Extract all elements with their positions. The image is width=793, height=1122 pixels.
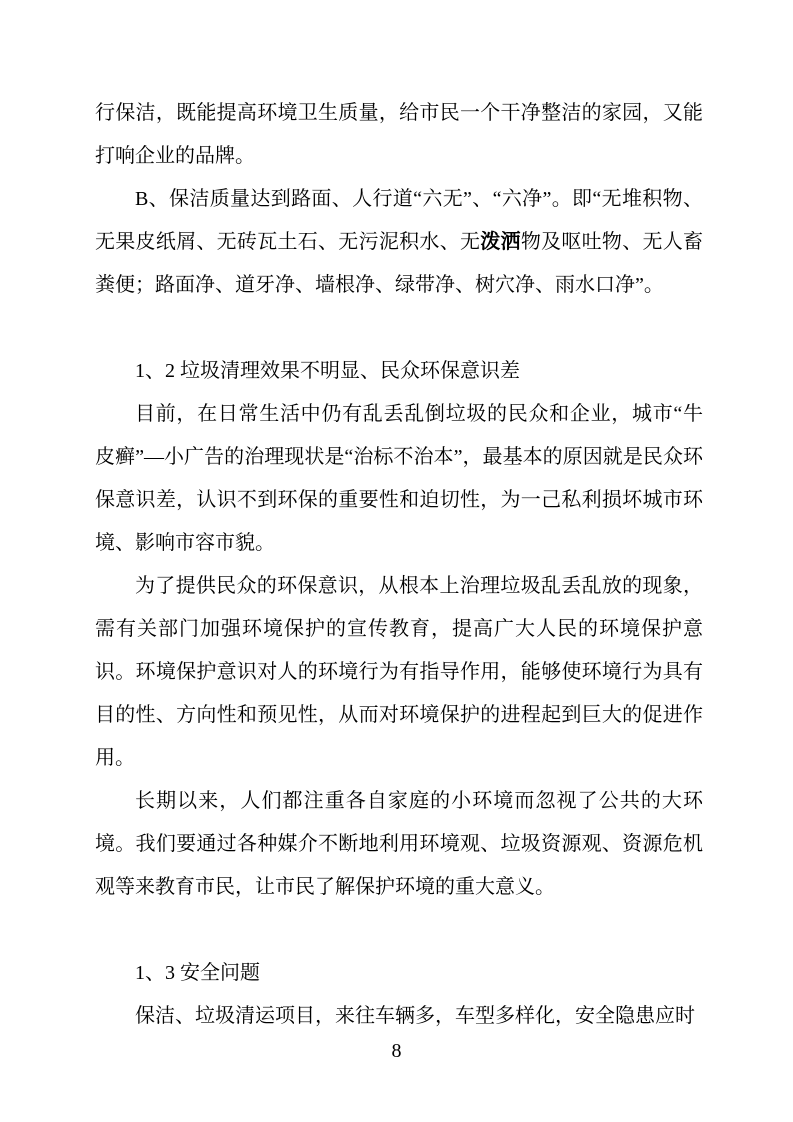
paragraph-safety-intro: 保洁、垃圾清运项目，来往车辆多，车型多样化，安全隐患应时 <box>135 1005 695 1027</box>
paragraph-long-term: 长期以来，人们都注重各自家庭的小环境而忽视了公共的大环境。我们要通过各种媒介不断地利用环境观、垃圾资源观、资源危机观等来教育市民，让市民了解保护环境的重大意义。 <box>95 790 703 898</box>
section-heading-1-3: 1、3 安全问题 <box>135 962 260 984</box>
paragraph-education: 为了提供民众的环保意识，从根本上治理垃圾乱丢乱放的现象，需有关部门加强环境保护的宣传教育，提高广大人民的环境保护意识。环境保护意识对人的环境行为有指导作用，能够使环境行为具有目的性、方向性和预见性，从而对环境保护的进程起到巨大的促进作用。 <box>95 575 703 769</box>
paragraph-quality-standards-pre: B、保洁质量达到路面、人行道“六无”、“六净”。即“无堆积物、无果皮纸屑、无砖瓦土石、无污泥积水、无 <box>95 188 703 253</box>
section-heading-1-2: 1、2 垃圾清理效果不明显、民众环保意识差 <box>135 360 520 382</box>
paragraph-quality-standards <box>95 178 703 307</box>
paragraph-cleaning-brand: 行保洁，既能提高环境卫生质量，给市民一个干净整洁的家园，又能打响企业的品牌。 <box>95 102 703 167</box>
page-number: 8 <box>391 1040 402 1062</box>
paragraph-quality-standards-post: 物及呕吐物、无人畜粪便；路面净、道牙净、墙根净、绿带净、树穴净、雨水口净”。 <box>95 231 704 296</box>
document-body <box>95 92 703 1038</box>
paragraph-quality-standards-bold: 泼洒 <box>480 231 521 253</box>
paragraph-littering-status: 目前，在日常生活中仍有乱丢乱倒垃圾的民众和企业，城市“牛皮癣”—小广告的治理现状是“治标不治本”，最基本的原因就是民众环保意识差，认识不到环保的重要性和迫切性，为一己私利损坏城市环境、影响市容市貌。 <box>95 403 703 554</box>
